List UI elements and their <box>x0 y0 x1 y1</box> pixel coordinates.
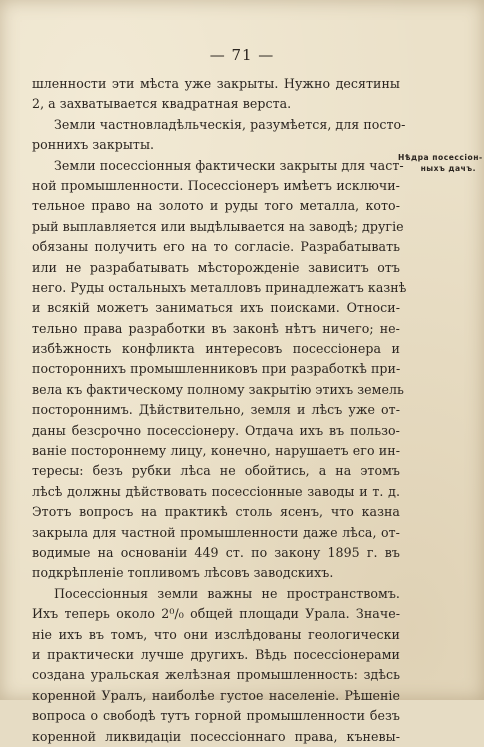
text-line: ніе ихъ въ томъ, что они изслѣдованы геологически <box>32 626 400 642</box>
text-line: закрыла для частной промышленности даже лѣса, от- <box>32 524 400 540</box>
margin-note-line-2: ныхъ дачъ. <box>420 164 476 173</box>
text-line: и всякій можетъ заниматься ихъ поисками. Относи- <box>32 300 400 316</box>
text-line: тельно права разработки въ законѣ нѣтъ ничего; не- <box>32 320 400 336</box>
margin-note-line-1: Нѣдра посессіон- <box>398 153 483 162</box>
text-line: Земли частновладѣльческія, разумѣется, для посто- <box>54 116 406 132</box>
text-line: роннихъ закрыты. <box>32 137 155 153</box>
text-line: водимые на основаніи 449 ст. по закону 1895 г. въ <box>32 544 400 560</box>
text-line: Посессіонныя земли важны не пространствомъ. <box>54 585 400 601</box>
text-line: шленности эти мѣста уже закрыты. Нужно десятины <box>32 76 400 91</box>
text-line: рый выплавляется или выдѣлывается на заводѣ; другіе <box>32 218 404 234</box>
text-line: обязаны получить его на то согласіе. Разрабатывать <box>32 239 400 255</box>
text-line: Этотъ вопросъ на практикѣ столь ясенъ, что казна <box>32 504 400 520</box>
text-line: создана уральская желѣзная промышленность: здѣсь <box>32 667 400 683</box>
text-line: 2, а захватывается квадратная верста. <box>32 96 292 112</box>
text-line: вопроса о свободѣ тутъ горной промышленности безъ <box>32 708 400 724</box>
text-line: Ихъ теперь около 2⁰/₀ общей площади Урала. Значе- <box>32 606 400 622</box>
text-line: коренной ликвидаціи посессіоннаго права, къневы- <box>32 728 400 744</box>
page-number: — 71 — <box>209 46 275 64</box>
text-line: даны безсрочно посессіонеру. Отдача ихъ въ пользо- <box>32 422 400 438</box>
text-line: вела къ фактическому полному закрытію этихъ земель <box>32 381 404 397</box>
text-line: тересы: безъ рубки лѣса не обойтись, а на этомъ <box>32 463 400 479</box>
text-line: постороннимъ. Дѣйствительно, земля и лѣсъ уже от- <box>32 402 400 418</box>
text-line: ной промышленности. Посессіонеръ имѣетъ исключи- <box>32 177 400 193</box>
text-line: лѣсѣ должны дѣйствовать посессіонные заводы и т. д. <box>32 483 400 499</box>
text-line: Земли посессіонныя фактически закрыты для част- <box>54 157 404 173</box>
text-line: и практически лучше другихъ. Вѣдь посессіонерами <box>32 646 400 662</box>
text-line: ваніе постороннему лицу, конечно, нарушаетъ его ин- <box>32 443 400 459</box>
text-line: постороннихъ промышленниковъ при разработкѣ при- <box>32 361 401 377</box>
body-text <box>32 74 407 747</box>
text-line: подкрѣпленіе топливомъ лѣсовъ заводскихъ. <box>32 565 334 581</box>
margin-note <box>398 152 483 174</box>
text-line: коренной Уралъ, наиболѣе густое населеніе. Рѣшеніе <box>32 687 400 703</box>
text-line: него. Руды остальныхъ металловъ принадлежатъ казнѣ <box>32 279 407 295</box>
text-line: избѣжность конфликта интересовъ посессіонера и <box>32 341 400 357</box>
text-line: тельное право на золото и руды того металла, кото- <box>32 198 400 214</box>
text-line: или не разрабатывать мѣсторожденіе зависитъ отъ <box>32 259 400 275</box>
